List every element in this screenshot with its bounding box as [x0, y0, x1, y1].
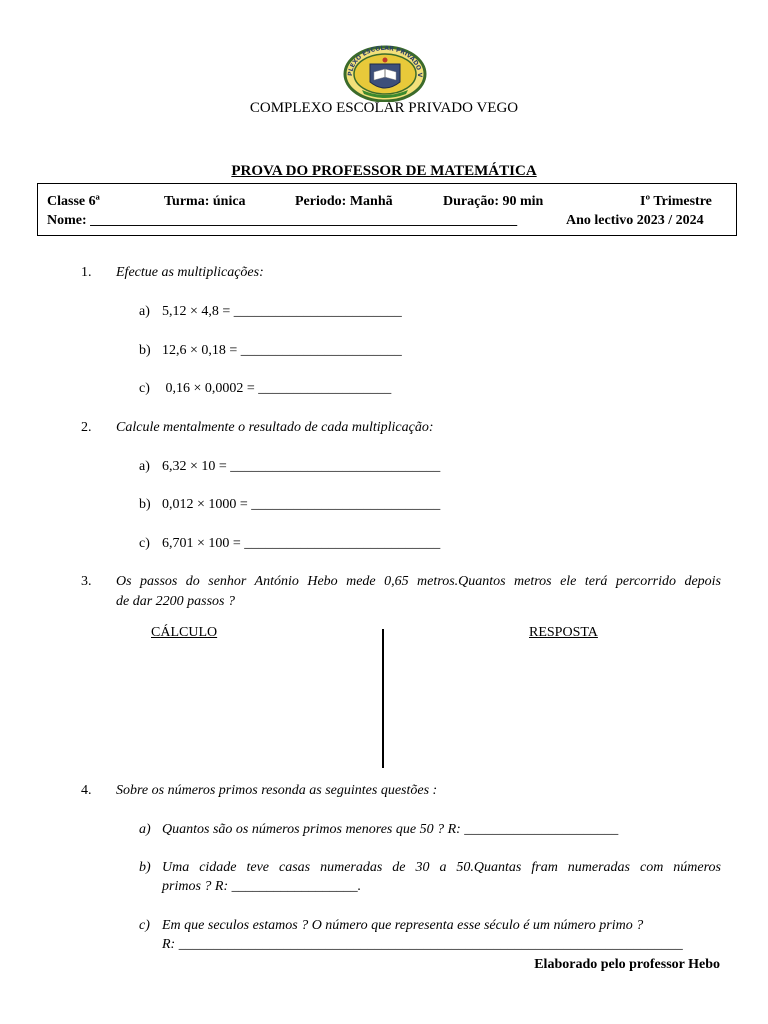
- class-label: Classe 6ª: [47, 194, 100, 209]
- q3-prompt-line1: Os passos do senhor António Hebo mede 0,65 metros.Quantos metros ele terá percorrido depois: [116, 574, 721, 589]
- q4-number: 4.: [81, 783, 92, 798]
- q4-b-letter: b): [139, 860, 151, 875]
- q4-a-letter: a): [139, 822, 151, 837]
- duracao-label: Duração: 90 min: [443, 194, 544, 209]
- trimestre-label: Iº Trimestre: [640, 194, 712, 209]
- q2-prompt: Calcule mentalmente o resultado de cada multiplicação:: [116, 420, 434, 435]
- turma-label: Turma: única: [164, 194, 246, 209]
- q1-number: 1.: [81, 265, 92, 280]
- q4-prompt: Sobre os números primos resonda as seguintes questões :: [116, 783, 438, 798]
- q4-a-question[interactable]: Quantos são os números primos menores que 50 ? R: ______________________: [162, 822, 619, 837]
- q2-c-letter: c): [139, 536, 150, 551]
- q2-c-exercise[interactable]: 6,701 × 100 = ____________________________: [162, 536, 441, 551]
- school-year-label: Ano lectivo 2023 / 2024: [566, 213, 704, 228]
- q1-b-exercise[interactable]: 12,6 × 0,18 = _______________________: [162, 343, 402, 358]
- q4-b-question-line2[interactable]: primos ? R: __________________.: [162, 879, 362, 894]
- q3-number: 3.: [81, 574, 92, 589]
- q2-b-letter: b): [139, 497, 151, 512]
- answer-area[interactable]: [392, 645, 722, 765]
- q1-a-letter: a): [139, 304, 150, 319]
- q2-a-exercise[interactable]: 6,32 × 10 = ______________________________: [162, 459, 441, 474]
- periodo-label: Periodo: Manhã: [295, 194, 393, 209]
- q1-b-letter: b): [139, 343, 151, 358]
- column-divider: [382, 629, 384, 768]
- q1-prompt: Efectue as multiplicações:: [116, 265, 264, 280]
- author-credit: Elaborado pelo professor Hebo: [534, 957, 720, 972]
- svg-text:COMPLEXO ESCOLAR PRIVADO VEGO: PLEXO ESCOLAR PRIVADO V: [346, 44, 424, 78]
- name-field[interactable]: Nome: _____________________________________________________________: [47, 213, 518, 228]
- q2-a-letter: a): [139, 459, 150, 474]
- calculation-heading: CÁLCULO: [151, 625, 218, 640]
- q4-c-question-line1: Em que seculos estamos ? O número que representa esse século é um número primo ?: [162, 918, 644, 933]
- school-logo: [340, 42, 430, 102]
- answer-heading: RESPOSTA: [529, 625, 598, 640]
- school-crest-icon: [340, 42, 430, 102]
- q4-c-question-line2[interactable]: R: ________________________________________________________________________: [162, 937, 683, 952]
- q2-number: 2.: [81, 420, 92, 435]
- q2-b-exercise[interactable]: 0,012 × 1000 = ___________________________: [162, 497, 441, 512]
- q1-a-exercise[interactable]: 5,12 × 4,8 = ________________________: [162, 304, 402, 319]
- q3-prompt-line2: de dar 2200 passos ?: [116, 594, 236, 609]
- q4-c-letter: c): [139, 918, 150, 933]
- q1-c-letter: c): [139, 381, 150, 396]
- q1-c-exercise[interactable]: 0,16 × 0,0002 = ___________________: [162, 381, 392, 396]
- calculation-area[interactable]: [60, 645, 375, 765]
- school-name: COMPLEXO ESCOLAR PRIVADO VEGO: [249, 100, 519, 116]
- q4-b-question-line1: Uma cidade teve casas numeradas de 30 a 50.Quantas fram numeradas com números: [162, 860, 721, 875]
- exam-title: PROVA DO PROFESSOR DE MATEMÁTICA: [231, 163, 537, 179]
